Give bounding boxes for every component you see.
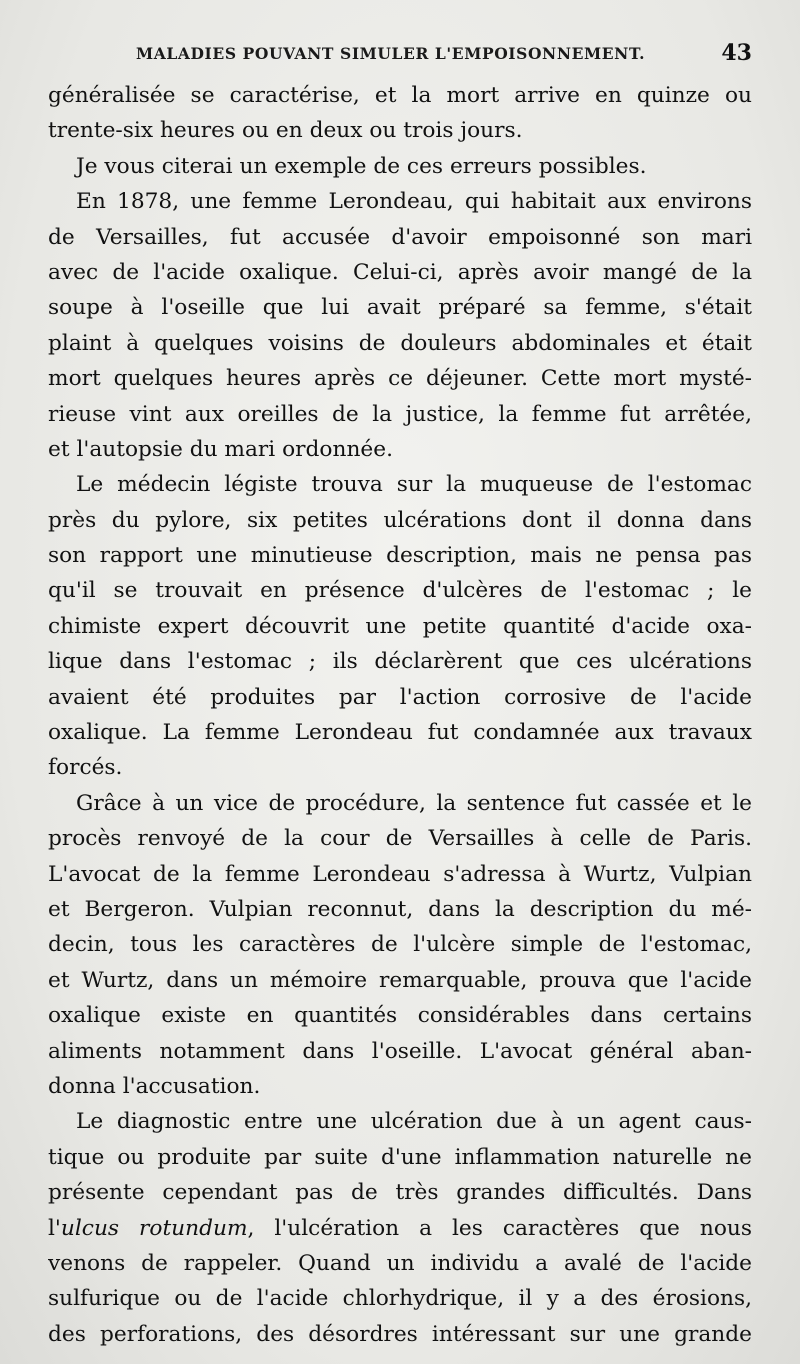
text-fragment: l': [48, 1215, 61, 1241]
text-line: Le médecin légiste trouva sur la muqueuse de l'estomac: [76, 472, 752, 498]
text-line: oxalique existe en quantités considérables dans certains: [48, 1003, 752, 1029]
text-line: oxalique. La femme Lerondeau fut condamnée aux travaux: [48, 720, 752, 746]
text-line: decin, tous les caractères de l'ulcère simple de l'estomac,: [48, 932, 752, 958]
page-number: 43: [721, 40, 752, 66]
page-header: [48, 40, 752, 70]
text-line: des perforations, des désordres intéressant sur une grande: [48, 1321, 752, 1347]
text-line: aliments notamment dans l'oseille. L'avocat général aban-: [48, 1038, 752, 1064]
text-line: présente cependant pas de très grandes difficultés. Dans: [48, 1180, 752, 1206]
text-line: trente-six heures ou en deux ou trois jours.: [48, 118, 523, 144]
running-head: MALADIES POUVANT SIMULER L'EMPOISONNEMENT.: [136, 44, 646, 63]
text-line: lique dans l'estomac ; ils déclarèrent que ces ulcérations: [48, 649, 752, 675]
text-line: avaient été produites par l'action corrosive de l'acide: [48, 684, 752, 710]
text-line: et l'autopsie du mari ordonnée.: [48, 436, 393, 462]
text-line: qu'il se trouvait en présence d'ulcères de l'estomac ; le: [48, 578, 752, 604]
text-line: L'avocat de la femme Lerondeau s'adressa à Wurtz, Vulpian: [48, 861, 752, 887]
text-line: près du pylore, six petites ulcérations dont il donna dans: [48, 507, 752, 533]
text-line: [48, 1211, 752, 1246]
text-line: et Bergeron. Vulpian reconnut, dans la description du mé-: [48, 896, 752, 922]
text-line: procès renvoyé de la cour de Versailles à celle de Paris.: [48, 826, 752, 852]
text-line: généralisée se caractérise, et la mort arrive en quinze ou: [48, 83, 752, 108]
italic-term: ulcus rotundum: [60, 1215, 248, 1241]
text-line: avec de l'acide oxalique. Celui-ci, après avoir mangé de la: [48, 259, 752, 285]
text-line: Le diagnostic entre une ulcération due à un agent caus-: [76, 1109, 752, 1135]
text-line: chimiste expert découvrit une petite quantité d'acide oxa-: [48, 613, 752, 639]
text-line: de Versailles, fut accusée d'avoir empoisonné son mari: [48, 224, 752, 250]
text-line: tique ou produite par suite d'une inflammation naturelle ne: [48, 1144, 752, 1170]
text-line: et Wurtz, dans un mémoire remarquable, prouva que l'acide: [48, 967, 752, 993]
text-line: Je vous citerai un exemple de ces erreurs possibles.: [76, 153, 647, 179]
text-line: son rapport une minutieuse description, mais ne pensa pas: [48, 543, 752, 569]
text-line: Grâce à un vice de procédure, la sentence fut cassée et le: [76, 790, 752, 816]
text-fragment: , l'ulcération a les caractères que nous: [247, 1215, 752, 1241]
text-line: mort quelques heures après ce déjeuner. Cette mort mysté-: [48, 366, 752, 392]
text-line: soupe à l'oseille que lui avait préparé sa femme, s'était: [48, 295, 752, 321]
body-text: [48, 78, 752, 1352]
text-line: forcés.: [48, 755, 123, 781]
text-line: En 1878, une femme Lerondeau, qui habitait aux environs: [76, 189, 752, 215]
text-line: donna l'accusation.: [48, 1073, 261, 1099]
text-line: plaint à quelques voisins de douleurs abdominales et était: [48, 330, 752, 356]
text-line: venons de rappeler. Quand un individu a avalé de l'acide: [48, 1250, 752, 1276]
text-line: sulfurique ou de l'acide chlorhydrique, il y a des érosions,: [48, 1286, 752, 1312]
text-line: rieuse vint aux oreilles de la justice, la femme fut arrêtée,: [48, 401, 752, 427]
